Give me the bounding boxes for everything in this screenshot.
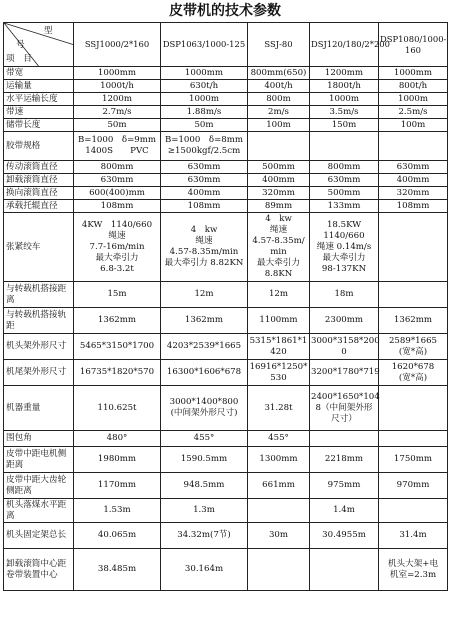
row-item-label: 承载托辊直径	[4, 200, 74, 213]
table-cell	[248, 80, 310, 93]
row-item-label: 带速	[4, 106, 74, 119]
cell-line: 2218mm	[324, 454, 364, 464]
table-cell	[379, 187, 448, 200]
table-cell	[161, 282, 248, 308]
row-item-label: 带宽	[4, 67, 74, 80]
cell-line: 1170mm	[97, 480, 137, 490]
table-cell	[248, 119, 310, 132]
table-cell	[310, 93, 379, 106]
table-cell	[161, 549, 248, 591]
table-cell	[161, 187, 248, 200]
table-cell	[310, 200, 379, 213]
table-row	[4, 93, 448, 106]
table-cell	[379, 213, 448, 282]
table-cell	[74, 499, 161, 523]
table-row	[4, 80, 448, 93]
cell-line: 1000m	[188, 93, 220, 104]
cell-line: ≥1500kgf/2.5cm	[167, 146, 241, 156]
row-item-label: 卸载滚筒直径	[4, 174, 74, 187]
table-cell	[74, 200, 161, 213]
table-cell	[248, 447, 310, 473]
table-cell	[379, 93, 448, 106]
table-cell	[310, 67, 379, 80]
table-cell	[379, 308, 448, 334]
cell-line: 480°	[106, 433, 128, 443]
table-cell	[74, 213, 161, 282]
row-item-label: 水平运输长度	[4, 93, 74, 106]
cell-line: 630mm	[187, 174, 221, 185]
cell-line: 12m	[194, 289, 214, 299]
cell-line: 4203*2539*1665	[166, 341, 242, 351]
cell-line: 1362mm	[393, 315, 433, 325]
cell-line: 机头大架+电	[387, 558, 439, 569]
cell-line: 30m	[268, 530, 289, 540]
cell-line: 1362mm	[184, 315, 224, 325]
table-cell	[161, 499, 248, 523]
table-cell	[379, 334, 448, 360]
table-row	[4, 213, 448, 282]
header-row	[4, 23, 448, 67]
table-cell	[310, 499, 379, 523]
spec-table	[3, 22, 448, 591]
table-row	[4, 119, 448, 132]
cell-line: 最大牵引力	[322, 252, 366, 263]
cell-line: 800mm	[100, 161, 134, 172]
cell-line: 100m	[400, 119, 426, 130]
cell-line: 108mm	[396, 200, 430, 211]
cell-line: 31.4m	[399, 530, 427, 540]
table-cell	[248, 106, 310, 119]
table-cell	[379, 431, 448, 447]
table-cell	[310, 282, 379, 308]
cell-line: 40.065m	[97, 530, 137, 540]
cell-line: 1000mm	[97, 67, 137, 78]
spec-table-body	[4, 23, 448, 591]
cell-line: 7.7-16m/min	[89, 241, 145, 252]
table-cell	[379, 119, 448, 132]
cell-line: 970mm	[396, 480, 430, 490]
table-cell	[74, 161, 161, 174]
table-cell	[310, 161, 379, 174]
table-cell	[74, 386, 161, 431]
cell-line: 8.8KN	[264, 269, 293, 279]
table-cell	[379, 523, 448, 549]
table-cell	[161, 386, 248, 431]
cell-line: 2300mm	[324, 315, 364, 325]
table-row	[4, 549, 448, 591]
table-cell	[248, 161, 310, 174]
cell-line: 4 kw	[190, 225, 218, 235]
cell-line: (宽*高)	[398, 372, 428, 383]
table-row	[4, 132, 448, 161]
table-cell	[248, 282, 310, 308]
table-cell	[161, 200, 248, 213]
row-item-label: 机尾架外形尺寸	[4, 360, 74, 386]
table-cell	[74, 80, 161, 93]
cell-line: 661mm	[262, 480, 295, 490]
table-cell	[248, 93, 310, 106]
cell-line: 630mm	[396, 161, 430, 172]
table-cell	[379, 132, 448, 161]
row-item-label: 张紧绞车	[4, 213, 74, 282]
table-cell	[310, 473, 379, 499]
cell-line: 绳速	[195, 236, 213, 246]
table-cell	[161, 213, 248, 282]
table-cell	[161, 447, 248, 473]
table-cell	[248, 334, 310, 360]
table-cell	[74, 282, 161, 308]
table-cell	[74, 334, 161, 360]
corner-label-type: 型	[44, 26, 53, 36]
cell-line: 绳速	[269, 225, 288, 235]
table-cell	[310, 174, 379, 187]
cell-line: 1750mm	[393, 454, 433, 464]
cell-line: 1800t/h	[327, 80, 361, 91]
cell-line: 38.485m	[97, 564, 137, 574]
table-cell	[74, 360, 161, 386]
table-cell	[74, 308, 161, 334]
cell-line: 150m	[331, 119, 357, 130]
cell-line: 1000t/h	[100, 80, 134, 91]
cell-line: 455°	[268, 433, 289, 443]
table-cell	[161, 132, 248, 161]
cell-line: 最大牵引力 8.82KN	[164, 258, 244, 268]
cell-line: 108mm	[187, 200, 221, 211]
row-item-label: 与转载机搭接轨距	[4, 308, 74, 334]
row-item-label: 机器重量	[4, 386, 74, 431]
table-cell	[310, 386, 379, 431]
table-cell	[161, 473, 248, 499]
table-cell	[310, 549, 379, 591]
table-cell	[161, 106, 248, 119]
header-model-2: DSP1063/1000-125	[161, 23, 248, 67]
cell-line: 31.28t	[264, 402, 293, 413]
cell-line: 1980mm	[97, 454, 137, 464]
cell-line: 2.7m/s	[102, 106, 132, 117]
table-row	[4, 447, 448, 473]
corner-label-number: 号	[16, 40, 25, 50]
table-cell	[161, 80, 248, 93]
cell-line: 530	[270, 372, 287, 383]
table-cell	[74, 549, 161, 591]
table-cell	[161, 67, 248, 80]
row-item-label: 皮带中距电机侧距离	[4, 447, 74, 473]
table-cell	[248, 67, 310, 80]
table-cell	[379, 386, 448, 431]
table-cell	[310, 106, 379, 119]
table-cell	[248, 386, 310, 431]
table-cell	[310, 523, 379, 549]
table-cell	[379, 549, 448, 591]
table-cell	[248, 549, 310, 591]
cell-line: 5315*1861*1	[249, 335, 308, 346]
table-cell	[379, 161, 448, 174]
cell-line: 2589*1665	[388, 335, 438, 346]
cell-line: 2400*1650*104	[311, 391, 380, 402]
cell-line: 50m	[107, 119, 127, 130]
table-cell	[379, 200, 448, 213]
table-row	[4, 523, 448, 549]
header-corner-cell	[4, 23, 74, 67]
cell-line: 3200*1780*719	[311, 367, 380, 377]
cell-line: 4.57-8.35m/min	[169, 247, 239, 257]
cell-line: 16916*1250*	[249, 361, 308, 372]
cell-line: 绳速	[108, 230, 126, 241]
cell-line: 1400S PVC	[85, 146, 149, 156]
table-row	[4, 360, 448, 386]
table-cell	[74, 447, 161, 473]
cell-line: 1200mm	[324, 67, 364, 78]
row-item-label: 机头固定架总长	[4, 523, 74, 549]
table-row	[4, 308, 448, 334]
table-row	[4, 386, 448, 431]
table-row	[4, 282, 448, 308]
table-cell	[379, 473, 448, 499]
cell-line: 34.32m(7节)	[177, 530, 231, 540]
table-cell	[310, 431, 379, 447]
cell-line: 1.88m/s	[186, 106, 222, 117]
cell-line: 1362mm	[97, 315, 137, 325]
header-model-3: SSJ-80	[248, 23, 310, 67]
table-cell	[310, 213, 379, 282]
cell-line: 1300mm	[259, 454, 298, 464]
table-cell	[248, 473, 310, 499]
cell-line: 1000m	[328, 93, 360, 104]
table-cell	[161, 174, 248, 187]
cell-line: 3000*1400*800	[169, 397, 239, 407]
corner-label-item: 项 目	[6, 54, 32, 64]
table-cell	[248, 431, 310, 447]
cell-line: 630mm	[100, 174, 134, 185]
table-cell	[310, 334, 379, 360]
table-cell	[379, 360, 448, 386]
cell-line: 800mm(650)	[250, 67, 307, 78]
cell-line: 尺寸）	[331, 413, 357, 424]
cell-line: 600(400)mm	[89, 187, 145, 198]
table-cell	[74, 431, 161, 447]
table-cell	[74, 93, 161, 106]
cell-line: 16300*1606*678	[166, 367, 242, 377]
cell-line: 133mm	[327, 200, 361, 211]
cell-line: 110.625t	[97, 402, 137, 413]
table-cell	[161, 360, 248, 386]
cell-line: 948.5mm	[183, 480, 225, 490]
cell-line: 1000m	[397, 93, 429, 104]
cell-line: 630mm	[327, 174, 361, 185]
cell-line: 18m	[334, 289, 354, 299]
cell-line: 30.4955m	[322, 530, 366, 540]
cell-line: 500mm	[327, 187, 361, 198]
row-item-label: 卸载滚筒中心距卷带装置中心	[4, 549, 74, 591]
cell-line: 1000mm	[184, 67, 224, 78]
cell-line: 320mm	[396, 187, 430, 198]
cell-line: 975mm	[327, 480, 361, 490]
table-cell	[379, 174, 448, 187]
cell-line: 3000*3158*200	[311, 335, 380, 346]
row-item-label: 机头落煤水平距离	[4, 499, 74, 523]
cell-line: 1.3m	[193, 505, 215, 515]
cell-line: 机室=2.3m	[389, 569, 437, 580]
cell-line: 89mm	[264, 200, 293, 211]
cell-line: 108mm	[100, 200, 134, 211]
cell-line: 15m	[107, 289, 127, 299]
table-cell	[161, 161, 248, 174]
table-row	[4, 200, 448, 213]
cell-line: B=1000 δ=8mm	[164, 135, 244, 145]
cell-line: B=1000 δ=9mm	[77, 135, 157, 145]
table-cell	[310, 132, 379, 161]
cell-line: 0	[341, 346, 347, 357]
cell-line: 2.5m/s	[398, 106, 428, 117]
row-item-label: 皮带中距大齿轮侧距离	[4, 473, 74, 499]
table-cell	[248, 523, 310, 549]
table-cell	[74, 119, 161, 132]
table-cell	[74, 473, 161, 499]
table-cell	[248, 187, 310, 200]
cell-line: 12m	[268, 289, 289, 299]
cell-line: 1100mm	[259, 315, 298, 325]
table-cell	[310, 187, 379, 200]
cell-line: 1200m	[101, 93, 133, 104]
table-row	[4, 431, 448, 447]
cell-line: 630mm	[187, 161, 221, 172]
cell-line: 最大牵引力	[257, 258, 300, 268]
row-item-label: 储带长度	[4, 119, 74, 132]
cell-line: 100m	[266, 119, 291, 130]
cell-line: 16735*1820*570	[79, 367, 155, 377]
table-cell	[161, 93, 248, 106]
header-model-5: DSP1080/1000-160	[379, 23, 448, 67]
header-model-4: DSJ120/180/2*200	[310, 23, 379, 67]
table-row	[4, 174, 448, 187]
table-cell	[161, 334, 248, 360]
table-cell	[248, 499, 310, 523]
table-row	[4, 499, 448, 523]
table-cell	[161, 431, 248, 447]
table-cell	[248, 200, 310, 213]
cell-line: 1000mm	[393, 67, 433, 78]
cell-line: 4KW 1140/660	[81, 219, 153, 230]
table-cell	[379, 447, 448, 473]
table-cell	[161, 308, 248, 334]
table-cell	[248, 132, 310, 161]
cell-line: 8（中间架外形	[315, 402, 373, 413]
table-row	[4, 106, 448, 119]
cell-line: 800t/h	[398, 80, 428, 91]
document-title: 皮带机的技术参数	[169, 3, 281, 19]
cell-line: 1140/660	[323, 230, 365, 241]
cell-line: 800m	[266, 93, 291, 104]
cell-line: 320mm	[262, 187, 295, 198]
table-cell	[74, 174, 161, 187]
cell-line: min	[270, 247, 287, 257]
cell-line: 1620*678	[391, 361, 435, 372]
cell-line: 1.53m	[103, 505, 131, 515]
table-cell	[248, 360, 310, 386]
table-cell	[74, 132, 161, 161]
cell-line: 98-137KN	[321, 263, 367, 274]
cell-line: 630t/h	[189, 80, 219, 91]
cell-line: 最大牵引力	[95, 252, 139, 263]
row-item-label: 胶带规格	[4, 132, 74, 161]
row-item-label: 围包角	[4, 431, 74, 447]
table-cell	[379, 67, 448, 80]
row-item-label: 传动滚筒直径	[4, 161, 74, 174]
table-cell	[310, 119, 379, 132]
table-row	[4, 473, 448, 499]
table-cell	[379, 499, 448, 523]
cell-line: 50m	[194, 119, 214, 130]
table-cell	[74, 106, 161, 119]
row-item-label: 与转载机搭接距离	[4, 282, 74, 308]
cell-line: 420	[270, 346, 287, 357]
cell-line: 5465*3150*1700	[79, 341, 155, 351]
table-cell	[310, 80, 379, 93]
table-cell	[379, 282, 448, 308]
table-cell	[379, 106, 448, 119]
table-cell	[310, 447, 379, 473]
table-row	[4, 334, 448, 360]
table-cell	[161, 119, 248, 132]
row-item-label: 换向滚筒直径	[4, 187, 74, 200]
row-item-label: 运输量	[4, 80, 74, 93]
cell-line: 400mm	[187, 187, 221, 198]
table-cell	[74, 523, 161, 549]
cell-line: 6.8-3.2t	[100, 263, 134, 274]
cell-line: 400t/h	[264, 80, 293, 91]
table-row	[4, 67, 448, 80]
table-cell	[379, 80, 448, 93]
cell-line: 500mm	[262, 161, 295, 172]
row-item-label: 机头架外形尺寸	[4, 334, 74, 360]
cell-line: 30.164m	[184, 564, 224, 574]
cell-line: 3.5m/s	[329, 106, 359, 117]
cell-line: 800mm	[327, 161, 361, 172]
cell-line: 1.4m	[333, 505, 355, 515]
cell-line: 1590.5mm	[180, 454, 228, 464]
table-cell	[161, 523, 248, 549]
table-cell	[310, 308, 379, 334]
table-cell	[248, 174, 310, 187]
cell-line: 400mm	[262, 174, 295, 185]
table-cell	[74, 67, 161, 80]
table-cell	[310, 360, 379, 386]
table-cell	[248, 213, 310, 282]
cell-line: 4.57-8.35m/	[252, 236, 305, 246]
cell-line: 绳速 0.14m/s	[316, 241, 372, 252]
cell-line: (中间架外形尺寸)	[170, 408, 238, 418]
table-row	[4, 187, 448, 200]
cell-line: 4 kw	[265, 214, 292, 224]
table-row	[4, 161, 448, 174]
cell-line: (宽*高)	[398, 346, 428, 357]
header-model-1: SSJ1000/2*160	[74, 23, 161, 67]
table-cell	[248, 308, 310, 334]
cell-line: 2m/s	[268, 106, 289, 117]
table-cell	[74, 187, 161, 200]
cell-line: 400mm	[396, 174, 430, 185]
cell-line: 18.5KW	[326, 219, 362, 230]
cell-line: 455°	[193, 433, 215, 443]
